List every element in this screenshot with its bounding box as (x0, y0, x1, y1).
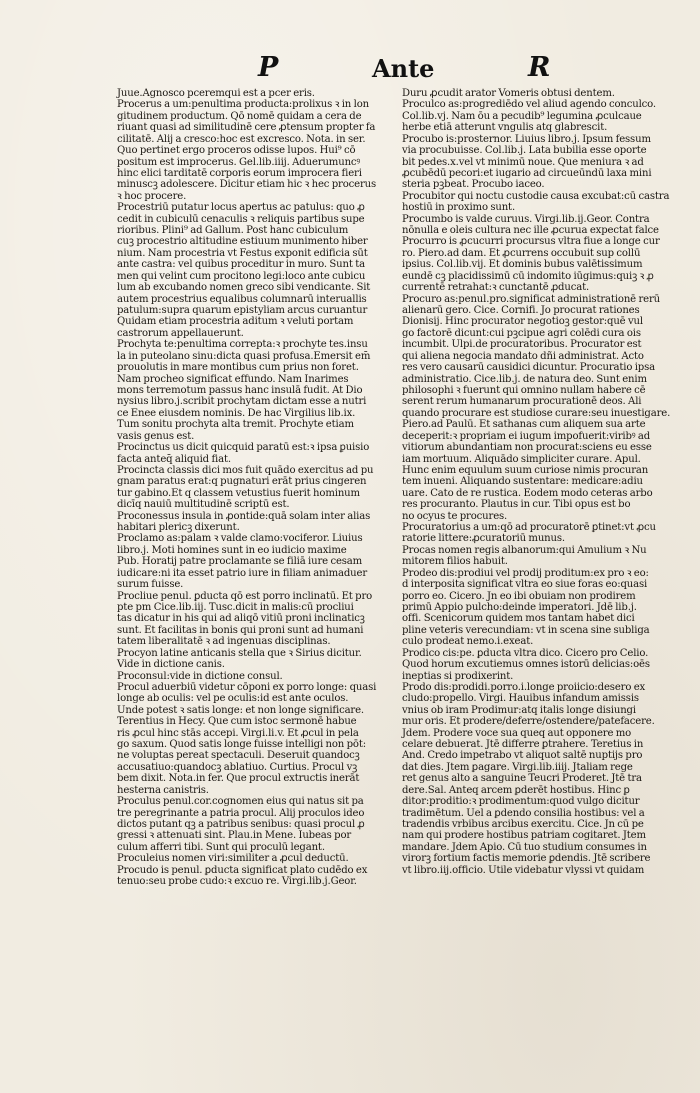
text-line: ꝛ hoc procere. (117, 190, 187, 202)
left-text-column (117, 88, 392, 888)
text-line: bem dixit. Nota.in fer. Que procul extructis inerāt (117, 773, 360, 785)
text-line: pline veteris verecundiam: vt in scena sine subliga (402, 624, 650, 636)
text-line: positum est improcerus. Gel.lib.iiij. Aduerumuncꝰ (117, 156, 361, 168)
text-line: Procyon latine anticanis stella que ꝛ Sirius dicitur. (117, 647, 362, 659)
text-line: gressi ꝛ attenuati sint. Plau.in Mene. Iubeas por (117, 830, 352, 842)
text-line: patulum:supra quarum epistyliam arcus curuantur (117, 305, 368, 317)
dictionary-entry (402, 522, 677, 545)
text-line: Procas nomen regis albanorum:qui Amulium ꝛ Nu (402, 544, 647, 556)
page-header (0, 52, 700, 86)
text-line: Juue.Agnosco pceremqui est a pcer eris. (117, 88, 315, 99)
text-line: Procincta classis dici mos fuit quādo exercitus ad pu (117, 464, 374, 476)
text-line: mandare. Jdem Apio. Cū tuo studium consumes in (402, 841, 647, 853)
text-line: Vide in dictione canis. (117, 659, 225, 671)
text-line: mur oris. Et prodere/deferre/ostendere/patefacere. (402, 716, 655, 728)
dictionary-entry (117, 682, 392, 796)
text-line: vasis genus est. (117, 430, 195, 442)
text-line: Col.lib.vj. Nam ōu a pecudib⁹ legumina ꝓculcaue (402, 110, 642, 122)
text-line: go saxum. Quod satis longe fuisse intelligi non pōt: (117, 739, 367, 751)
text-line: Quo pertinet ergo proceros odisse lupos. Hui⁹ cō (117, 145, 356, 157)
text-line: Hunc enim equulum suum curiose nimis procuran (402, 464, 649, 476)
text-line: qui aliena negocia mandato dñi administrat. Acto (402, 350, 644, 362)
text-line: accusatiuo:quandocꝫ ablatiuo. Curtius. Procul vꝫ (117, 761, 358, 773)
text-line: nōnulla e oleis cultura nec ille ꝓcurua expectat falce (402, 225, 659, 237)
text-line: Quod horum excutiemus omnes istorū delicias:oēs (402, 659, 650, 671)
text-line: Procerus a um:penultima producta:prolixus ꝛ in lon (117, 99, 369, 111)
text-line: tatem liberalitatē ꝛ ad ingenuas disciplinas. (117, 636, 331, 648)
text-line: iam mortuum. Aliquādo simpliciter curare. Apul. (402, 453, 641, 465)
text-line: hesterna canistris. (117, 784, 209, 796)
text-line: Procurro is ꝓcucurri procursus vltra fiue a longe cur (402, 236, 660, 248)
text-line: dere.Sal. Anteq arcem ꝑderēt hostibus. Hinc ꝑ (402, 784, 630, 796)
right-text-column (402, 88, 677, 876)
text-line: Prochyta te:penultima correpta:ꝛ prochyte tes.insu (117, 339, 368, 351)
text-line: Nam procheo significat effundo. Nam Inarimes (117, 373, 349, 385)
dictionary-entry (402, 682, 677, 876)
text-line: res vero causarū causidici dicuntur. Procuratio ipsa (402, 362, 656, 374)
text-line: Procinctus us dicit quicquid paratū est:ꝛ ipsa ꝑuisio (117, 442, 370, 454)
text-line: mitorem filios habuit. (402, 556, 508, 568)
text-line: Proculeius nomen viri:similiter a ꝓcul deductū. (117, 853, 349, 865)
text-line: Dionisij. Hinc procurator negotioꝫ gestor:quē vul (402, 316, 643, 328)
text-line: Procul aduerbiū videtur cōponi ex porro longe: quasi (117, 681, 377, 693)
text-line: Pub. Horatij patre proclamante se filiā iure cesam (117, 556, 363, 568)
text-line: ne voluptas pereat spectaculi. Deseruit quandocꝫ (117, 750, 360, 762)
text-line: virorꝫ fortium factis memorie ꝑdendis. Jtē scribere (402, 853, 651, 865)
text-line: Prodico cis:pe. ꝑducta vltra dico. Cicero pro Celio. (402, 647, 649, 659)
text-line: lum ab excubando nomen greco sibi vendicante. Sit (117, 282, 371, 294)
text-line: Jdem. Prodere voce sua queq aut opponere mo (402, 727, 632, 739)
text-line: castrorum appellauerunt. (117, 327, 244, 339)
text-line: habitari plericꝫ dixerunt. (117, 522, 240, 534)
text-line: celare debuerat. Jtē differre ꝑtrahere. Teretius in (402, 739, 644, 751)
dictionary-entry (117, 465, 392, 511)
text-line: cuꝫ procestrio altitudine estiuum munimento hiber (117, 236, 368, 248)
dictionary-entry (117, 511, 392, 534)
text-line: gnam paratus erat:q pugnaturi erāt prius cingeren (117, 476, 367, 488)
header-left-signature: P (258, 52, 279, 83)
dictionary-entry (117, 99, 392, 202)
text-line: tenuo:seu probe cudo:ꝛ excuo re. Virgi.lib.j.Geor. (117, 876, 357, 888)
text-line: tur gabino.Et q classem vetustius fuerit hominum (117, 487, 360, 499)
text-line: Procuratorius a um:qō ad procuratorē ꝑtinet:vt ꝓcu (402, 522, 656, 534)
text-line: facta anteq̄ aliquid fiat. (117, 453, 231, 465)
text-line: tas dicatur in his qui ad aliqō vitiū proni inclinaticꝫ (117, 613, 365, 625)
text-line: cedit in cubiculū cenaculis ꝛ reliquis partibus supe (117, 213, 365, 225)
dictionary-entry (402, 99, 677, 133)
text-line: incumbit. Ulpi.de procuratoribus. Procurator est (402, 339, 642, 351)
text-line: Procudo is penul. ꝑducta significat plato cudēdo ex (117, 864, 368, 876)
text-line: hostiū in proximo sunt. (402, 202, 516, 214)
text-line: libro.j. Moti homines sunt in eo iudicio maxime (117, 544, 347, 556)
text-line: cilitatē. Alij a cresco:hoc est excresco. Nota. in ser. (117, 133, 366, 145)
text-line: uare. Cato de re rustica. Eodem modo ceteras arbo (402, 487, 653, 499)
text-line: Quidam etiam procestria aditum ꝛ veluti portam (117, 316, 354, 328)
dictionary-entry (402, 236, 677, 293)
text-line: philosophi ꝛ fuerunt qui omnino nullam habere cē (402, 384, 646, 396)
dictionary-entry (402, 214, 677, 237)
text-line: nium. Nam procestria vt Festus exponit edificia sūt (117, 247, 368, 259)
text-line: dicīq nauiū multitudinē scriptū est. (117, 499, 290, 511)
dictionary-entry (402, 134, 677, 191)
dictionary-entry (117, 865, 392, 888)
text-line: offi. Scenicorum quidem mos tantam habet dici (402, 613, 635, 625)
text-line: Terentius in Hecy. Que cum istoc sermonē habue (117, 716, 357, 728)
text-line: vnius ob iram Prodimur:atq italis longe disiungi (402, 704, 636, 716)
text-line: deceperit:ꝛ propriam ei iugum impofuerit:viribꝰ ad (402, 430, 651, 442)
text-line: Procubitor qui noctu custodie causa excubat:cū castra (402, 190, 670, 202)
text-line: ro. Piero.ad dam. Et ꝓcurrens occubuit sup collū (402, 247, 641, 259)
text-line: Unde potest ꝛ satis longe: et non longe significare. (117, 704, 364, 716)
text-line: ce Enee eiusdem nominis. De hac Virgilius lib.ix. (117, 407, 356, 419)
text-line: go factorē dicunt:cui pꝫcipue agri colēdi cura ois (402, 327, 641, 339)
dictionary-entry (117, 533, 392, 590)
text-line: primū Appio pulcho:deinde imperatori. Jdē lib.j. (402, 601, 637, 613)
text-line: cludo:propello. Virgi. Hauibus infandum amissis (402, 693, 639, 705)
dictionary-entry (117, 796, 392, 853)
text-line: autem procestrius equalibus columnarū interuallis (117, 293, 367, 305)
header-running-title: Ante (372, 54, 435, 83)
dictionary-entry (117, 442, 392, 465)
dictionary-entry (117, 339, 392, 442)
text-line: men qui velint cum procitono legi:loco ante cubicu (117, 270, 366, 282)
text-line: Prodeo dis:prodiui vel prodij proditum:ex pro ꝛ eo: (402, 567, 649, 579)
dictionary-entry (117, 202, 392, 339)
text-line: And. Credo impetrabo vt aliquot saltē nuptijs pro (402, 750, 643, 762)
text-line: tre peregrinante a patria procul. Alij proculos ideo (117, 807, 365, 819)
dictionary-entry (117, 648, 392, 671)
text-line: tem inueni. Aliquando sustentare: medicare:adiu (402, 476, 643, 488)
text-line: via procubuisse. Col.lib.j. Lata bubilia esse oporte (402, 145, 647, 157)
text-line: pte pm Cice.lib.iij. Tusc.dicit in malis:cū procliui (117, 601, 354, 613)
text-line: Procuro as:penul.pro.significat administrationē rerū (402, 293, 660, 305)
text-line: herbe etiā atterunt vngulis atq glabrescit. (402, 122, 608, 134)
text-line: dat dies. Jtem ꝑagare. Virgi.lib.iiij. Jtaliam rege (402, 761, 633, 773)
text-line: Procliue penul. ꝑducta qō est porro inclinatū. Et pro (117, 590, 373, 602)
text-line: porro eo. Cicero. Jn eo ibi obuiam non prodirem (402, 590, 636, 602)
dictionary-entry (117, 88, 392, 99)
text-line: administratio. Cice.lib.j. de natura deo. Sunt enim (402, 373, 647, 385)
text-line: currentē retrahat:ꝛ cunctantē ꝓducat. (402, 282, 590, 294)
dictionary-entry (402, 545, 677, 568)
text-line: rioribus. Plini⁹ ad Gallum. Post hanc cubiculum (117, 225, 349, 237)
text-line: ante castra: vel quibus proceditur in muro. Sunt ta (117, 259, 365, 271)
text-line: ris ꝓcul hinc stās accepi. Virgi.li.v. Et ꝓcul in pela (117, 727, 359, 739)
text-line: quando procurare est studiose curare:seu inuestigare. (402, 407, 671, 419)
text-line: tradendis vrbibus arcibus exercitu. Cice. Jn cū pe (402, 819, 644, 830)
text-line: no ocyus te procures. (402, 510, 508, 522)
text-line: hinc elici tarditatē corporis eorum improcera fieri (117, 167, 362, 179)
text-line: Proculco as:progrediēdo vel aliud agendo conculco. (402, 99, 656, 111)
dictionary-entry (402, 568, 677, 648)
text-line: d interposita significat vltra eo siue foras eo:quasi (402, 579, 648, 591)
text-line: Proconsul:vide in dictione consul. (117, 670, 283, 682)
text-line: dictos putant qꝫ a patribus senibus: quasi procul ꝓ (117, 819, 365, 830)
text-line: Duru ꝓcudit arator Vomeris obtusi dentem. (402, 88, 615, 99)
text-line: longe ab oculis: vel pe oculis:id est ante oculos. (117, 693, 349, 705)
dictionary-entry (117, 853, 392, 864)
text-line: serent rerum humanarum procurationē deos. Ali (402, 396, 642, 408)
text-line: Proclamo as:palam ꝛ valde clamo:vociferor. Liuius (117, 533, 363, 545)
text-line: surum fuisse. (117, 579, 184, 591)
header-right-signature: R (528, 52, 551, 83)
text-line: alienarū gero. Cice. Cornifi. Jo procurat rationes (402, 305, 640, 317)
text-line: ratorie littere:ꝓcuratoriū munus. (402, 533, 565, 545)
text-line: steria pꝫbeat. Procubo iaceo. (402, 179, 545, 191)
text-line: culum afferri tibi. Sunt qui proculū legant. (117, 841, 325, 853)
text-line: ipsius. Col.lib.vij. Et dominis bubus valētissimum (402, 259, 643, 271)
text-line: gitudinem productum. Qō nomē quidam a cera de (117, 110, 362, 122)
text-line: Procubo is:prosternor. Liuius libro.j. Ipsum fessum (402, 133, 651, 145)
text-line: sunt. Et facilitas in bonis qui proni sunt ad humani (117, 624, 364, 636)
text-line: culo prodeat nemo.i.exeat. (402, 636, 534, 648)
text-line: la in puteolano sinu:dicta quasi profusa.Emersit em̄ (117, 350, 371, 362)
text-line: bit pedes.x.vel vt minimū noue. Que meniura ꝛ ad (402, 156, 644, 168)
dictionary-entry (402, 294, 677, 522)
text-line: Proconessus insula in ꝓontide:quā solam inter alias (117, 510, 371, 522)
text-line: res procuranto. Plautus in cur. Tibi opus est bo (402, 499, 631, 511)
dictionary-entry (117, 671, 392, 682)
text-line: iudicare:ni ita esset patrio iure in filiam animaduer (117, 567, 368, 579)
text-line: minuscꝫ adolescere. Dicitur etiam hic ꝛ hec procerus (117, 179, 377, 191)
dictionary-entry (402, 191, 677, 214)
text-line: ꝓcubēdū pecori:et iugario ad circueūndū laxa mini (402, 167, 652, 179)
text-line: nysius libro.j.scribit prochytam dictam esse a nutri (117, 396, 367, 408)
text-line: Piero.ad Paulū. Et sathanas cum aliquem sua arte (402, 419, 646, 431)
text-line: eundē cꝫ placidissimū cū indomito iūgimus:quiꝫ ꝛ ꝓ (402, 270, 654, 282)
text-line: mons terremotum passus hanc insulā fudit. At Dio (117, 384, 363, 396)
text-line: Proculus penul.cor.cognomen eius qui natus sit pa (117, 796, 364, 808)
text-line: Procestriū putatur locus apertus ac patulus: quo ꝓ (117, 202, 365, 214)
dictionary-entry (402, 648, 677, 682)
text-line: tradimētum. Uel a ꝑdendo consilia hostibus: vel a (402, 807, 645, 819)
text-line: Procumbo is valde curuus. Virgi.lib.ij.Geor. Contra (402, 213, 650, 225)
text-line: ret genus alto a sanguine Teucri Proderet. Jtē tra (402, 773, 642, 785)
dictionary-entry (117, 591, 392, 648)
text-line: ineptias si prodixerint. (402, 670, 514, 682)
text-line: ditor:proditio:ꝛ prodimentum:quod vulgo dicitur (402, 796, 640, 808)
text-line: prouolutis in mare montibus cum prius non foret. (117, 362, 359, 374)
text-line: nam qui prodere hostibus patriam cogitaret. Jtem (402, 830, 646, 842)
text-line: Prodo dis:prodidi.porro.i.longe proiicio:desero ex (402, 681, 646, 693)
dictionary-entry (402, 88, 677, 99)
text-line: vitiorum abundantiam non procurat:sciens eu esse (402, 442, 652, 454)
text-line: vt libro.iij.officio. Utile videbatur vlyssi vt quidam (402, 864, 645, 876)
text-line: Tum sonitu prochyta alta tremit. Prochyte etiam (117, 419, 354, 431)
text-line: riuant quasi ad similitudinē cere ꝓtensum propter fa (117, 122, 376, 134)
